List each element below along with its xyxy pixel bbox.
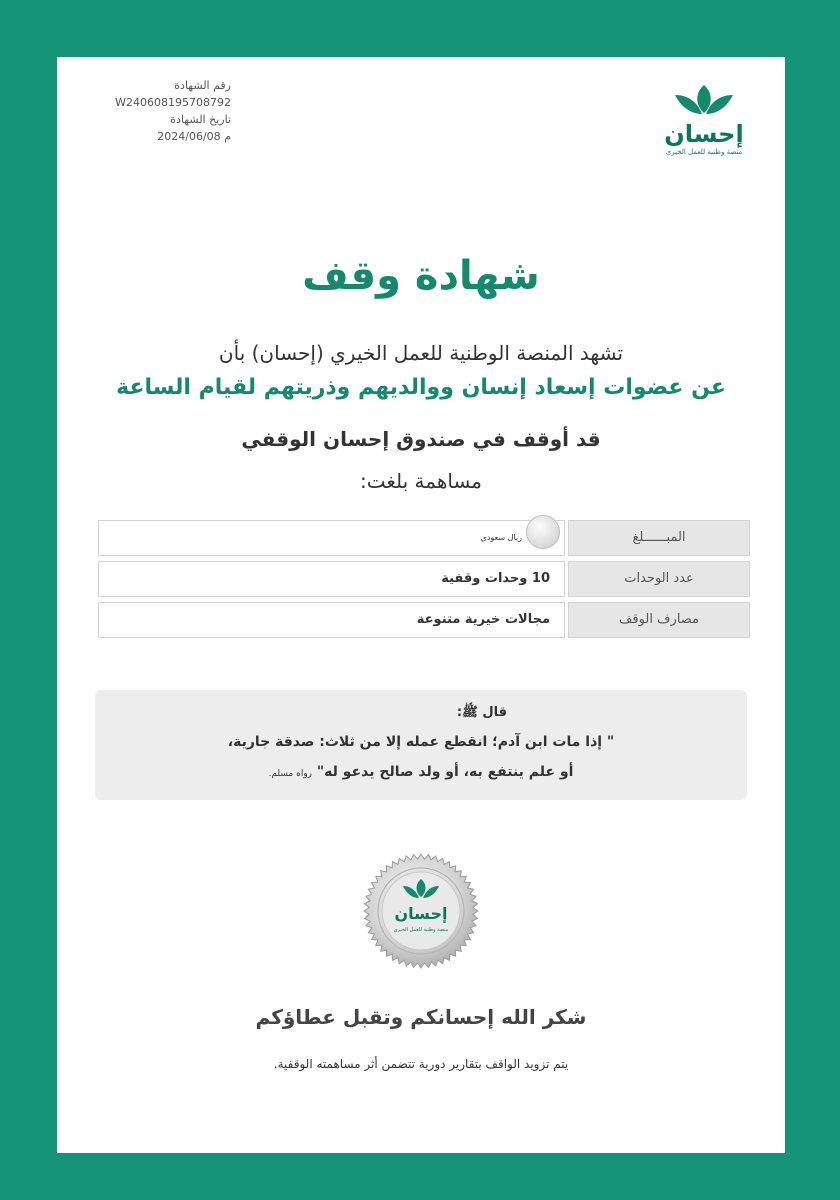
ehsan-logo <box>649 83 759 173</box>
amount-row <box>98 520 750 556</box>
certificate-meta <box>91 77 231 145</box>
hadith-line-2 <box>95 764 747 780</box>
leaf-icon <box>669 83 739 119</box>
units-row <box>98 561 750 597</box>
endowment-uses-label: مصارف الوقف <box>568 602 750 638</box>
certificate-date-label: تاريخ الشهادة <box>170 113 231 126</box>
silver-seal <box>363 853 479 969</box>
seal-badge-icon <box>363 853 479 969</box>
certificate-number-label: رقم الشهادة <box>174 79 231 92</box>
endowment-uses-row <box>98 602 750 638</box>
certificate-number: W240608195708792 <box>115 96 231 109</box>
hadith-line-1: " إذا مات ابن آدم؛ انقطع عمله إلا من ثلاث: صدقة جارية، <box>227 734 615 750</box>
units-label: عدد الوحدات <box>568 561 750 597</box>
certificate-date: 2024/06/08 م <box>157 130 231 143</box>
units-value: 10 وحدات وقفية <box>98 561 565 597</box>
thanks-message: شكر الله إحسانكم وتقبل عطاؤكم <box>255 1005 587 1029</box>
hadith-box <box>95 690 747 800</box>
logo-subtitle: منصة وطنية للعمل الخيري <box>665 148 743 156</box>
certificate-line-4: مساهمة بلغت: <box>359 469 483 493</box>
certificate-line-1: تشهد المنصة الوطنية للعمل الخيري (إحسان) بأن <box>218 341 624 365</box>
reports-note: يتم تزويد الواقف بتقارير دورية تتضمن أثر مساهمته الوقفية. <box>273 1057 569 1071</box>
certificate-page <box>57 57 785 1153</box>
seal-subtitle: منصة وطنية للعمل الخيري <box>393 927 449 933</box>
certificate-line-3: قد أوقف في صندوق إحسان الوقفي <box>241 427 601 451</box>
endowment-uses-value: مجالات خيرية متنوعة <box>98 602 565 638</box>
hadith-narrator: رواه مسلم. <box>268 769 313 779</box>
hadith-intro: قال ﷺ: <box>456 705 507 720</box>
certificate-title: شهادة وقف <box>302 253 540 299</box>
amount-label: المبــــــلغ <box>568 520 750 556</box>
redacted-amount-circle <box>526 515 560 549</box>
logo-name: إحسان <box>664 120 744 148</box>
amount-value: ريال سعودي <box>98 520 565 556</box>
beneficiary-line: عن عضوات إسعاد إنسان ووالديهم وذريتهم لقيام الساعة <box>116 375 726 400</box>
seal-name: إحسان <box>394 904 448 923</box>
hadith-line-2-text: أو علم ينتفع به، أو ولد صالح يدعو له" <box>316 764 574 780</box>
